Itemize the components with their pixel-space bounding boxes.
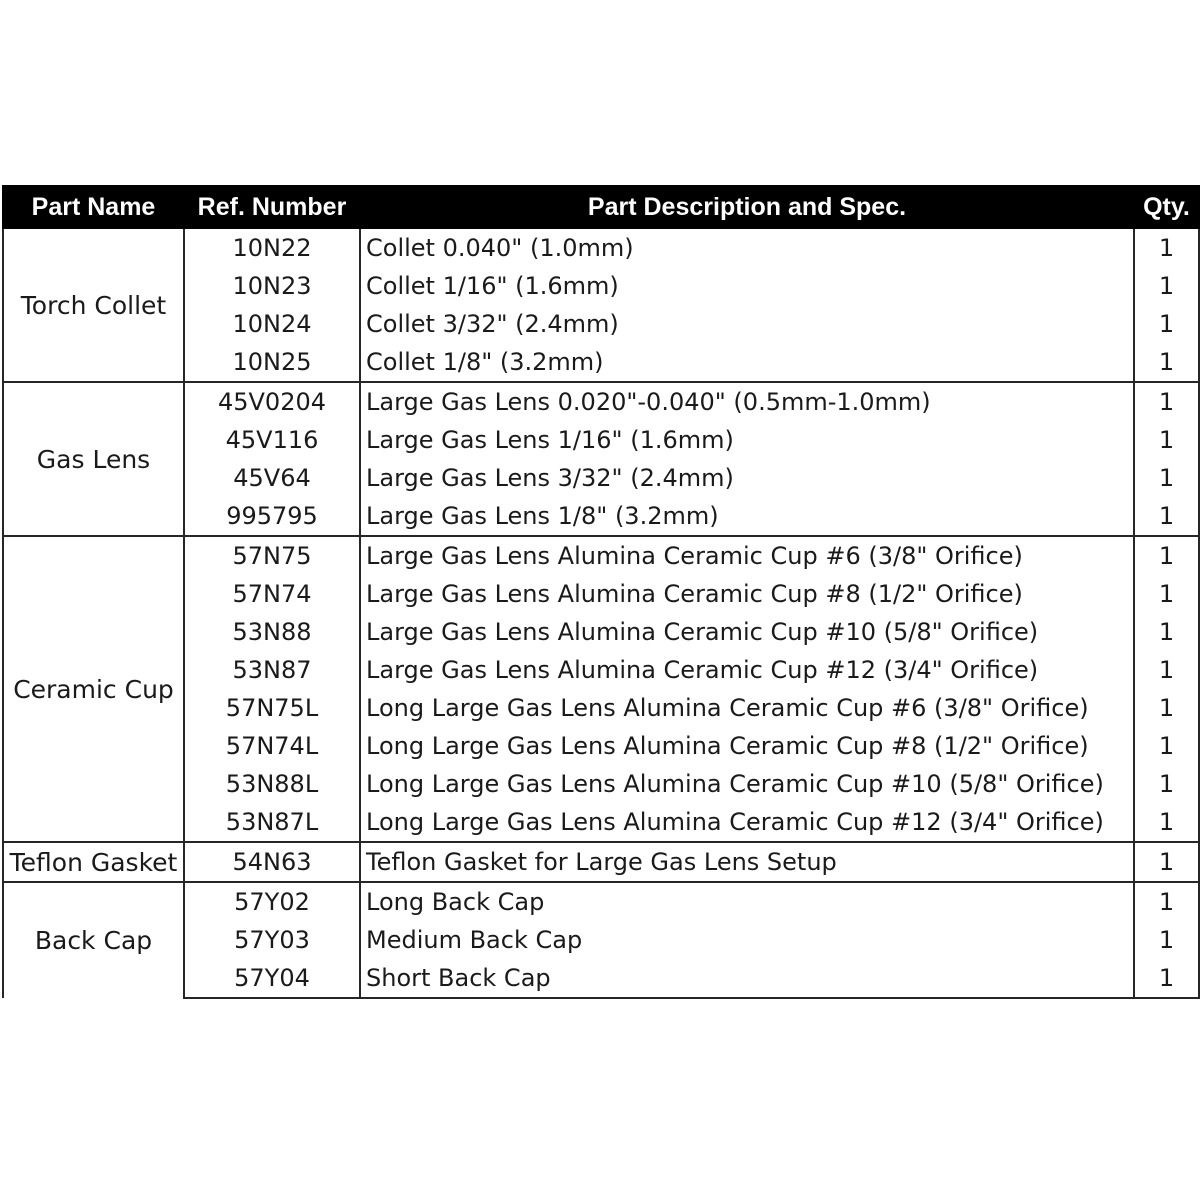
description-cell: Large Gas Lens Alumina Ceramic Cup #12 (3/4" Orifice)	[360, 651, 1134, 689]
ref-number-cell: 10N22	[184, 228, 360, 267]
ref-number-cell: 45V0204	[184, 382, 360, 421]
header-part-name: Part Name	[3, 186, 184, 228]
qty-cell: 1	[1134, 575, 1199, 613]
ref-number-cell: 57N75	[184, 536, 360, 575]
ref-number-cell: 10N25	[184, 343, 360, 382]
qty-cell: 1	[1134, 803, 1199, 842]
description-cell: Large Gas Lens Alumina Ceramic Cup #10 (5/8" Orifice)	[360, 613, 1134, 651]
description-cell: Long Large Gas Lens Alumina Ceramic Cup #12 (3/4" Orifice)	[360, 803, 1134, 842]
header-description: Part Description and Spec.	[360, 186, 1134, 228]
qty-cell: 1	[1134, 842, 1199, 882]
description-cell: Medium Back Cap	[360, 921, 1134, 959]
header-row	[3, 186, 1199, 228]
qty-cell: 1	[1134, 228, 1199, 267]
table-row	[3, 536, 1199, 575]
qty-cell: 1	[1134, 882, 1199, 921]
ref-number-cell: 57Y03	[184, 921, 360, 959]
description-cell: Long Large Gas Lens Alumina Ceramic Cup #6 (3/8" Orifice)	[360, 689, 1134, 727]
ref-number-cell: 57N75L	[184, 689, 360, 727]
qty-cell: 1	[1134, 421, 1199, 459]
description-cell: Short Back Cap	[360, 959, 1134, 998]
qty-cell: 1	[1134, 497, 1199, 536]
description-cell: Long Back Cap	[360, 882, 1134, 921]
ref-number-cell: 45V64	[184, 459, 360, 497]
qty-cell: 1	[1134, 459, 1199, 497]
qty-cell: 1	[1134, 267, 1199, 305]
table-row	[3, 382, 1199, 421]
part-name-cell: Ceramic Cup	[3, 536, 184, 842]
parts-table	[2, 185, 1200, 999]
description-cell: Large Gas Lens 0.020"-0.040" (0.5mm-1.0mm)	[360, 382, 1134, 421]
part-name-cell: Torch Collet	[3, 228, 184, 382]
description-cell: Collet 3/32" (2.4mm)	[360, 305, 1134, 343]
ref-number-cell: 10N24	[184, 305, 360, 343]
qty-cell: 1	[1134, 651, 1199, 689]
ref-number-cell: 57Y04	[184, 959, 360, 998]
ref-number-cell: 57N74	[184, 575, 360, 613]
description-cell: Collet 1/16" (1.6mm)	[360, 267, 1134, 305]
qty-cell: 1	[1134, 536, 1199, 575]
qty-cell: 1	[1134, 765, 1199, 803]
qty-cell: 1	[1134, 382, 1199, 421]
ref-number-cell: 45V116	[184, 421, 360, 459]
description-cell: Long Large Gas Lens Alumina Ceramic Cup #10 (5/8" Orifice)	[360, 765, 1134, 803]
table-row	[3, 882, 1199, 921]
description-cell: Large Gas Lens 1/16" (1.6mm)	[360, 421, 1134, 459]
qty-cell: 1	[1134, 921, 1199, 959]
description-cell: Large Gas Lens 3/32" (2.4mm)	[360, 459, 1134, 497]
part-name-cell: Back Cap	[3, 882, 184, 998]
ref-number-cell: 53N88L	[184, 765, 360, 803]
description-cell: Long Large Gas Lens Alumina Ceramic Cup #8 (1/2" Orifice)	[360, 727, 1134, 765]
ref-number-cell: 53N88	[184, 613, 360, 651]
qty-cell: 1	[1134, 343, 1199, 382]
ref-number-cell: 57Y02	[184, 882, 360, 921]
ref-number-cell: 53N87	[184, 651, 360, 689]
header-qty: Qty.	[1134, 186, 1199, 228]
qty-cell: 1	[1134, 305, 1199, 343]
description-cell: Teflon Gasket for Large Gas Lens Setup	[360, 842, 1134, 882]
ref-number-cell: 54N63	[184, 842, 360, 882]
description-cell: Collet 1/8" (3.2mm)	[360, 343, 1134, 382]
description-cell: Large Gas Lens Alumina Ceramic Cup #8 (1/2" Orifice)	[360, 575, 1134, 613]
description-cell: Collet 0.040" (1.0mm)	[360, 228, 1134, 267]
header-ref-number: Ref. Number	[184, 186, 360, 228]
ref-number-cell: 10N23	[184, 267, 360, 305]
table-row	[3, 228, 1199, 267]
description-cell: Large Gas Lens 1/8" (3.2mm)	[360, 497, 1134, 536]
description-cell: Large Gas Lens Alumina Ceramic Cup #6 (3/8" Orifice)	[360, 536, 1134, 575]
ref-number-cell: 53N87L	[184, 803, 360, 842]
part-name-cell: Gas Lens	[3, 382, 184, 536]
qty-cell: 1	[1134, 727, 1199, 765]
qty-cell: 1	[1134, 613, 1199, 651]
ref-number-cell: 57N74L	[184, 727, 360, 765]
part-name-cell: Teflon Gasket	[3, 842, 184, 882]
qty-cell: 1	[1134, 959, 1199, 998]
table-row	[3, 842, 1199, 882]
ref-number-cell: 995795	[184, 497, 360, 536]
parts-body	[3, 228, 1199, 998]
qty-cell: 1	[1134, 689, 1199, 727]
